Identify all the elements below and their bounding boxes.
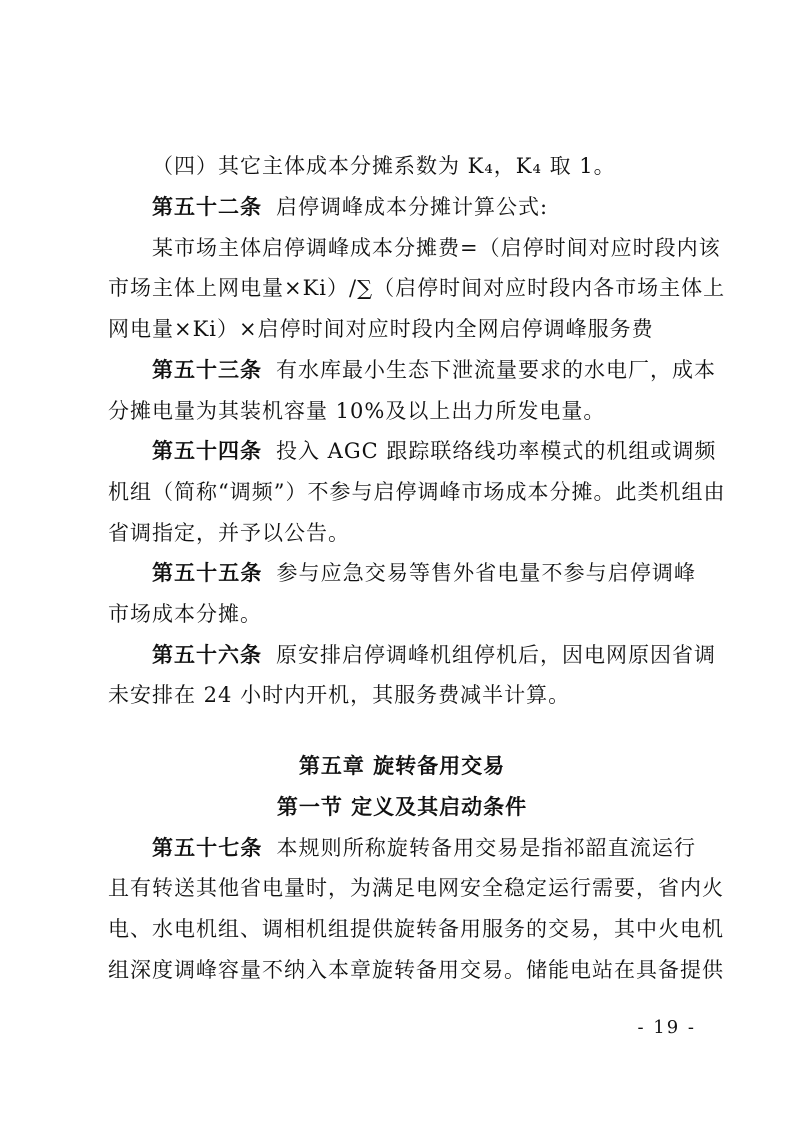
article-text: 投入 AGC 跟踪联络线功率模式的机组或调频 — [276, 439, 717, 463]
article-55 — [152, 557, 696, 589]
article-52 — [152, 191, 696, 223]
text-line: 电、水电机组、调相机组提供旋转备用服务的交易，其中火电机 — [108, 917, 724, 941]
article-title: 第五十四条 — [152, 439, 262, 463]
article-title: 第五十六条 — [152, 643, 262, 667]
article-text: 启停调峰成本分摊计算公式: — [276, 195, 549, 219]
article-56 — [152, 639, 716, 671]
article-text: 本规则所称旋转备用交易是指祁韶直流运行 — [276, 836, 697, 860]
text-line: 机组（简称“调频”）不参与启停调峰市场成本分摊。此类机组由 — [108, 480, 726, 504]
text-line: 某市场主体启停调峰成本分摊费=（启停时间对应时段内该 — [152, 236, 721, 260]
article-text: 有水库最小生态下泄流量要求的水电厂，成本 — [276, 358, 716, 382]
chapter-heading: 第五章 旋转备用交易 — [298, 754, 506, 778]
article-title: 第五十三条 — [152, 358, 262, 382]
text-line: 省调指定，并予以公告。 — [108, 521, 350, 545]
text-line: 组深度调峰容量不纳入本章旋转备用交易。储能电站在具备提供 — [108, 958, 724, 982]
article-title: 第五十七条 — [152, 836, 263, 860]
text-line: （四）其它主体成本分摊系数为 K₄，K₄ 取 1。 — [152, 154, 616, 178]
article-title: 第五十五条 — [152, 561, 263, 585]
text-line: 网电量×Ki）×启停时间对应时段内全网启停调峰服务费 — [108, 317, 654, 341]
text-line: 且有转送其他省电量时，为满足电网安全稳定运行需要，省内火 — [108, 876, 724, 900]
section-heading: 第一节 定义及其启动条件 — [276, 795, 528, 819]
article-text: 参与应急交易等售外省电量不参与启停调峰 — [276, 561, 697, 585]
text-line: 市场主体上网电量×Ki）/∑（启停时间对应时段内各市场主体上 — [108, 276, 726, 300]
text-line: 市场成本分摊。 — [108, 602, 262, 626]
article-title: 第五十二条 — [152, 195, 262, 219]
text-line: 分摊电量为其装机容量 10%及以上出力所发电量。 — [108, 399, 606, 423]
text-line: 未安排在 24 小时内开机，其服务费减半计算。 — [108, 683, 571, 707]
page-number: - 19 - — [637, 1017, 696, 1038]
article-53 — [152, 354, 716, 386]
article-54 — [152, 435, 717, 467]
article-text: 原安排启停调峰机组停机后，因电网原因省调 — [276, 643, 716, 667]
article-57 — [152, 832, 696, 864]
